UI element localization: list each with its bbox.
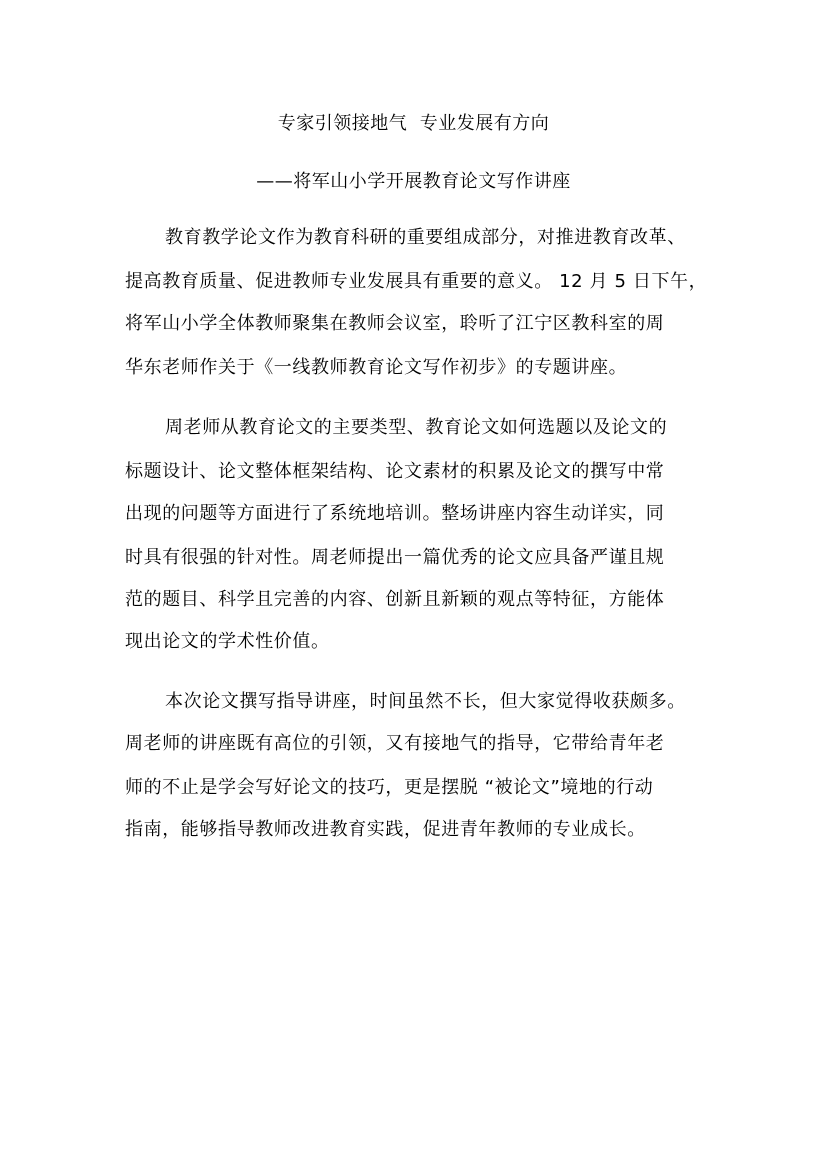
document-title: 专家引领接地气 专业发展有方向: [277, 113, 550, 134]
document-subtitle: ——将军山小学开展教育论文写作讲座: [256, 171, 571, 192]
paragraph-line: 现出论文的学术性价值。: [125, 631, 330, 652]
paragraph-line: 出现的问题等方面进行了系统地培训。整场讲座内容生动详实，同: [125, 503, 665, 524]
paragraph-line: 本次论文撰写指导讲座，时间虽然不长，但大家觉得收获颇多。: [165, 691, 686, 712]
paragraph-line: 标题设计、论文整体框架结构、论文素材的积累及论文的撰写中常: [125, 461, 665, 482]
paragraph-line: 将军山小学全体教师聚集在教师会议室，聆听了江宁区教科室的周: [125, 313, 665, 334]
paragraph-line: 教育教学论文作为教育科研的重要组成部分，对推进教育改革、: [165, 227, 686, 248]
paragraph-line: 指南，能够指导教师改进教育实践，促进青年教师的专业成长。: [125, 819, 646, 840]
paragraph-line: 华东老师作关于《一线教师教育论文写作初步》的专题讲座。: [125, 357, 628, 378]
paragraph-line: 周老师从教育论文的主要类型、教育论文如何选题以及论文的: [165, 417, 668, 438]
paragraph-line: 提高教育质量、促进教师专业发展具有重要的意义。 12 月 5 日下午，: [125, 271, 708, 292]
paragraph-line: 范的题目、科学且完善的内容、创新且新颖的观点等特征，方能体: [125, 589, 665, 610]
paragraph-line: 师的不止是学会写好论文的技巧，更是摆脱 “被论文”境地的行动: [125, 777, 654, 798]
paragraph-line: 周老师的讲座既有高位的引领，又有接地气的指导，它带给青年老: [125, 733, 665, 754]
paragraph-line: 时具有很强的针对性。周老师提出一篇优秀的论文应具备严谨且规: [125, 547, 665, 568]
